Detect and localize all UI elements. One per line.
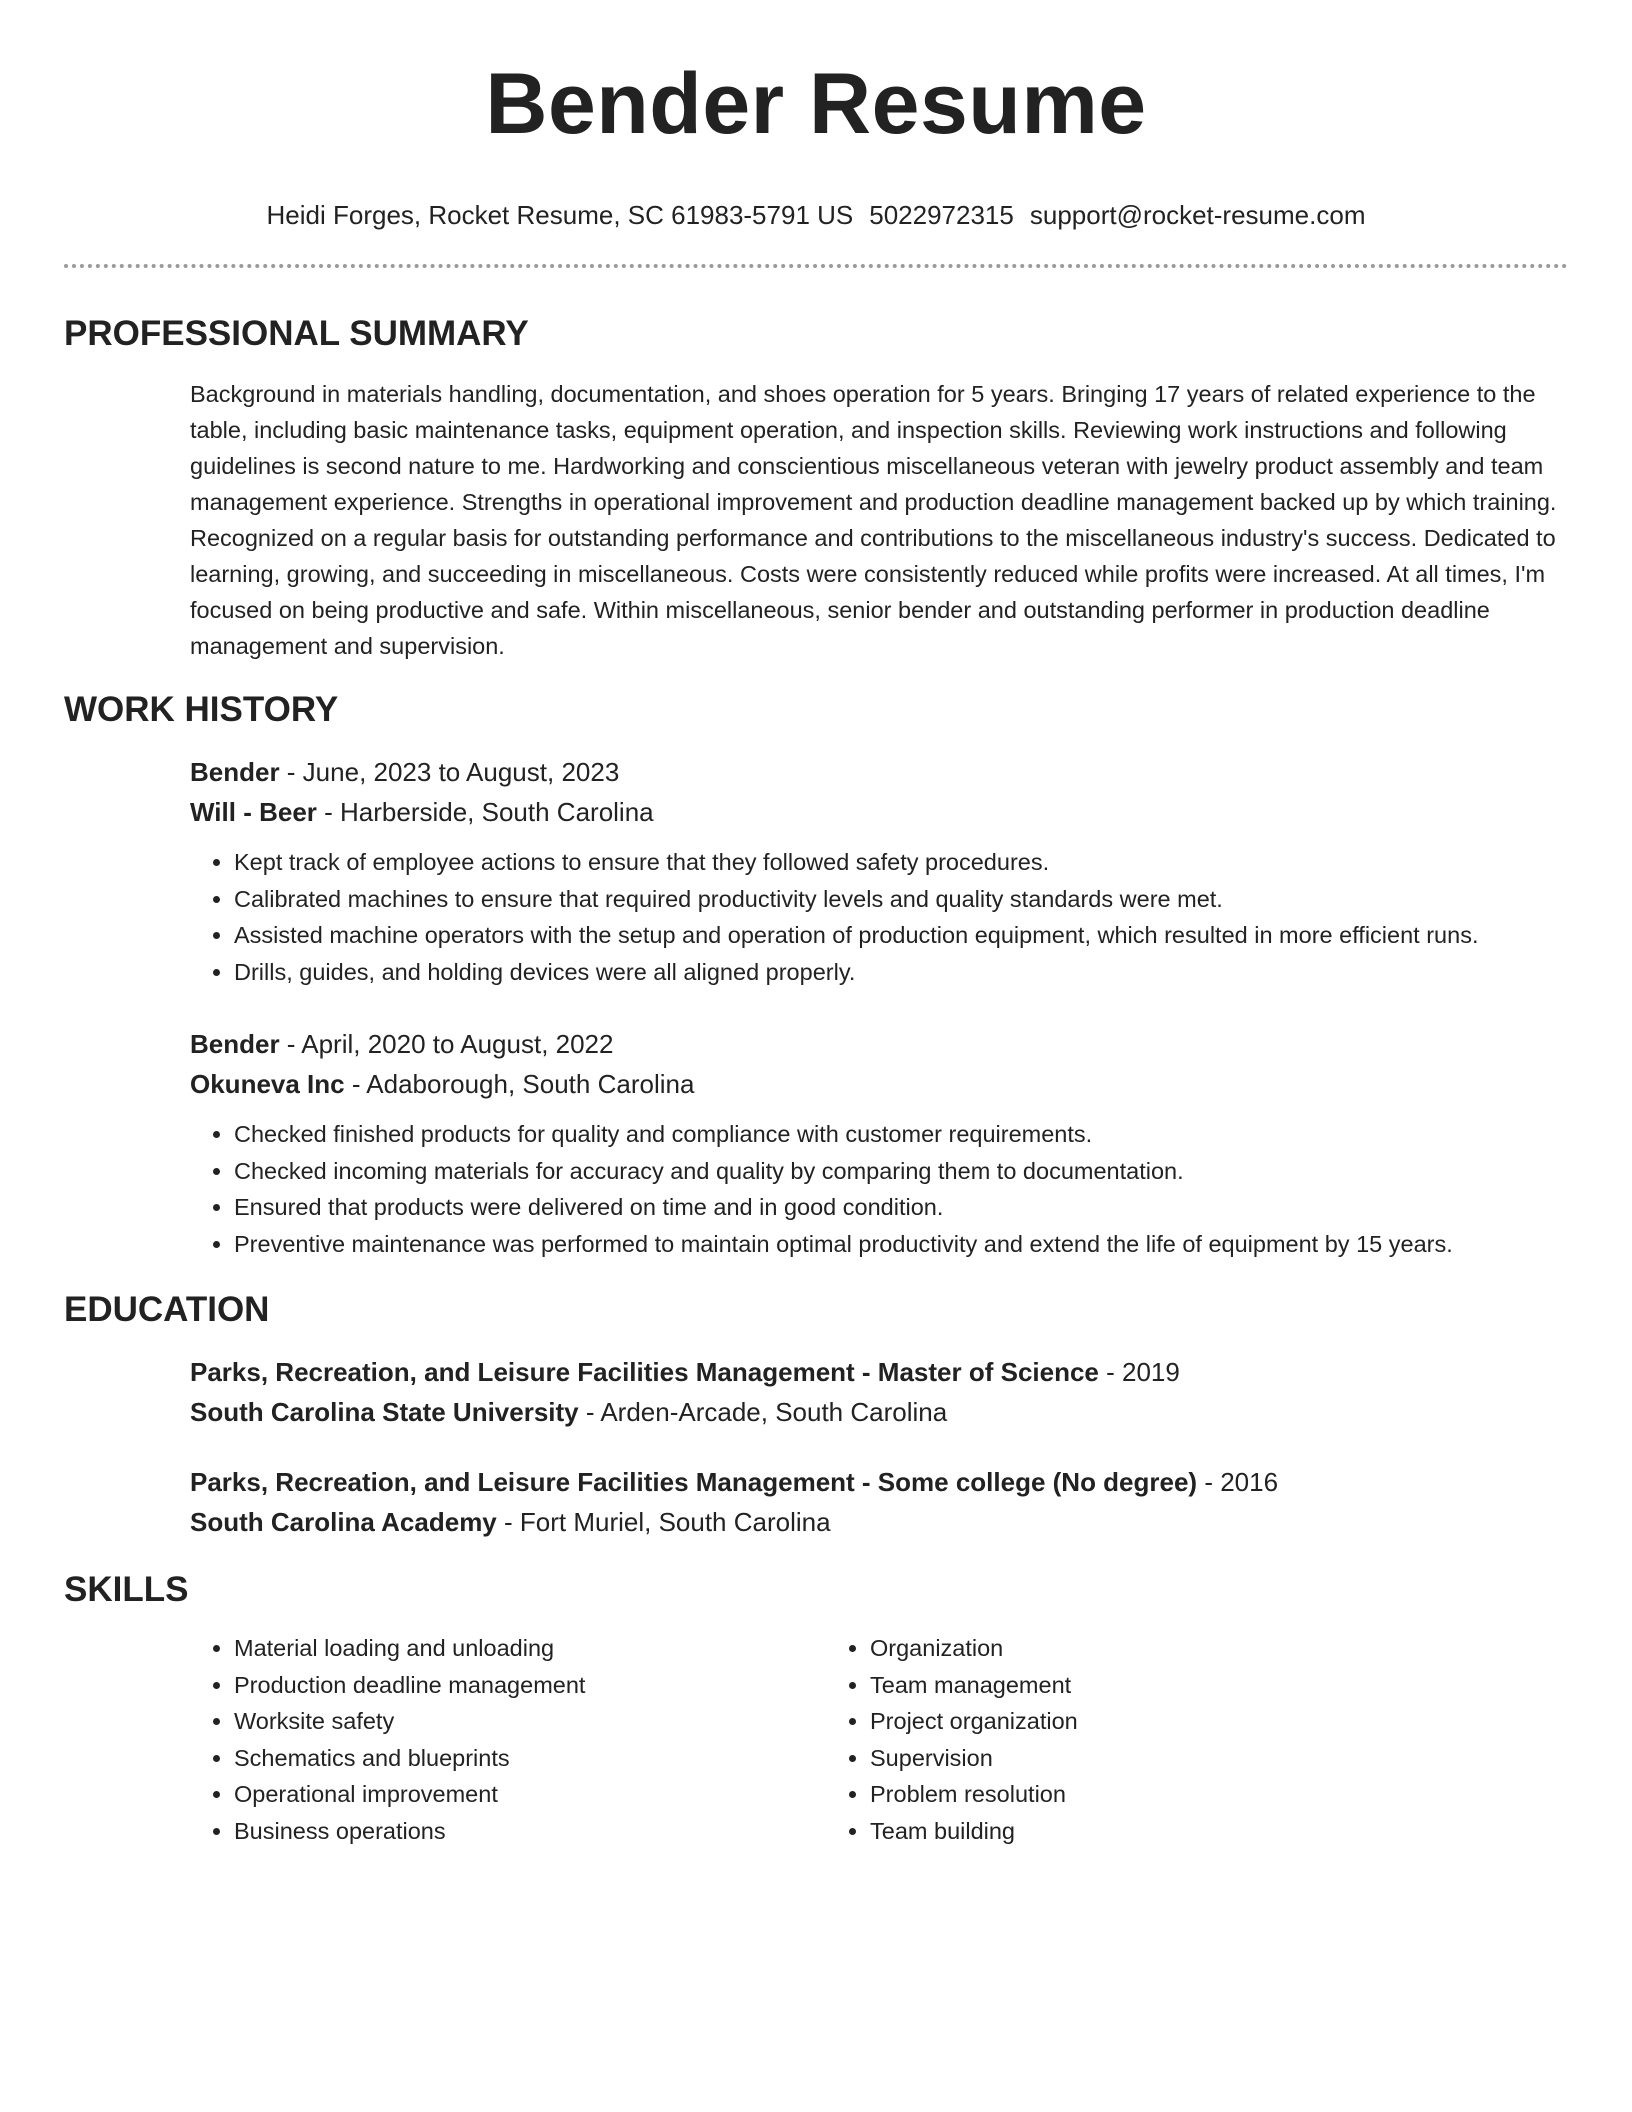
job-duty: • Checked incoming materials for accuracy and quality by comparing them to documentation. <box>234 1153 1568 1190</box>
section-heading-summary: PROFESSIONAL SUMMARY <box>64 314 529 353</box>
job-duty: • Preventive maintenance was performed to maintain optimal productivity and extend the life of equipment by 15 years. <box>234 1226 1568 1263</box>
degree-name: Parks, Recreation, and Leisure Facilities Management - Some college (No degree) <box>190 1467 1198 1497</box>
school-location: - Fort Muriel, South Carolina <box>496 1507 831 1537</box>
job-duty: • Calibrated machines to ensure that required productivity levels and quality standards were met. <box>234 881 1568 918</box>
skill-item: • Team management <box>870 1667 1462 1704</box>
job-entry <box>190 1024 1568 1262</box>
degree-year: - 2016 <box>1197 1467 1279 1497</box>
job-duty: • Kept track of employee actions to ensure that they followed safety procedures. <box>234 844 1568 881</box>
skill-item: • Production deadline management <box>234 1667 826 1704</box>
section-heading-work-history: WORK HISTORY <box>64 690 339 729</box>
resume-title: Bender Resume <box>485 56 1147 152</box>
skills-list-right <box>826 1630 1462 1849</box>
skills-columns <box>190 1630 1568 1849</box>
job-duty: • Checked finished products for quality and compliance with customer requirements. <box>234 1116 1568 1153</box>
job-duties-list <box>190 844 1568 990</box>
job-company: Okuneva Inc <box>190 1069 345 1099</box>
job-dates: - April, 2020 to August, 2022 <box>279 1029 614 1059</box>
skill-item: • Organization <box>870 1630 1462 1667</box>
school-location: - Arden-Arcade, South Carolina <box>578 1397 948 1427</box>
degree-year: - 2019 <box>1098 1357 1180 1387</box>
job-duty: • Drills, guides, and holding devices were all aligned properly. <box>234 954 1568 991</box>
contact-phone: 5022972315 <box>869 200 1014 230</box>
job-dates: - June, 2023 to August, 2023 <box>279 757 620 787</box>
skill-item: • Business operations <box>234 1813 826 1850</box>
school-line <box>190 1392 1568 1432</box>
job-company-line <box>190 1064 1568 1104</box>
job-duties-list <box>190 1116 1568 1262</box>
skill-item: • Schematics and blueprints <box>234 1740 826 1777</box>
header-divider <box>64 264 1568 268</box>
skill-item: • Material loading and unloading <box>234 1630 826 1667</box>
degree-line <box>190 1462 1568 1502</box>
education-list <box>190 1352 1568 1542</box>
degree-name: Parks, Recreation, and Leisure Facilities Management - Master of Science <box>190 1357 1099 1387</box>
skills-list-left <box>190 1630 826 1849</box>
work-history-list <box>190 752 1568 1262</box>
job-location: - Adaborough, South Carolina <box>344 1069 695 1099</box>
skill-item: • Problem resolution <box>870 1776 1462 1813</box>
summary-text: Background in materials handling, documentation, and shoes operation for 5 years. Bringing 17 years of related experience to the table, including basic maintenance tasks, equipment operation, and inspection skills. Reviewing work instructions and following guidelines is second nature to me. Hardworking and conscientious miscellaneous veteran with jewelry product assembly and team management experience. Strengths in operational improvement and production deadline management backed up by which training. Recognized on a regular basis for outstanding performance and contributions to the miscellaneous industry's success. Dedicated to learning, growing, and succeeding in miscellaneous. Costs were consistently reduced while profits were increased. At all times, I'm focused on being productive and safe. Within miscellaneous, senior bender and outstanding performer in production deadline management and supervision. <box>190 381 1557 659</box>
job-entry <box>190 752 1568 990</box>
job-company: Will - Beer <box>190 797 317 827</box>
skill-item: • Team building <box>870 1813 1462 1850</box>
job-title: Bender <box>190 1029 280 1059</box>
school-line <box>190 1502 1568 1542</box>
contact-email: support@rocket-resume.com <box>1029 200 1366 230</box>
skill-item: • Supervision <box>870 1740 1462 1777</box>
job-title-line <box>190 1024 1568 1064</box>
job-location: - Harberside, South Carolina <box>316 797 654 827</box>
education-entry <box>190 1462 1568 1542</box>
contact-address: Heidi Forges, Rocket Resume, SC 61983-5791 US <box>266 200 854 230</box>
skill-item: • Operational improvement <box>234 1776 826 1813</box>
school-name: South Carolina Academy <box>190 1507 497 1537</box>
job-duty: • Assisted machine operators with the setup and operation of production equipment, which resulted in more efficient runs. <box>234 917 1568 954</box>
job-title: Bender <box>190 757 280 787</box>
job-duty: • Ensured that products were delivered on time and in good condition. <box>234 1189 1568 1226</box>
job-company-line <box>190 792 1568 832</box>
degree-line <box>190 1352 1568 1392</box>
section-heading-skills: SKILLS <box>64 1570 189 1609</box>
skill-item: • Worksite safety <box>234 1703 826 1740</box>
job-title-line <box>190 752 1568 792</box>
education-entry <box>190 1352 1568 1432</box>
section-heading-education: EDUCATION <box>64 1290 270 1329</box>
school-name: South Carolina State University <box>190 1397 579 1427</box>
contact-line <box>64 200 1568 230</box>
skill-item: • Project organization <box>870 1703 1462 1740</box>
